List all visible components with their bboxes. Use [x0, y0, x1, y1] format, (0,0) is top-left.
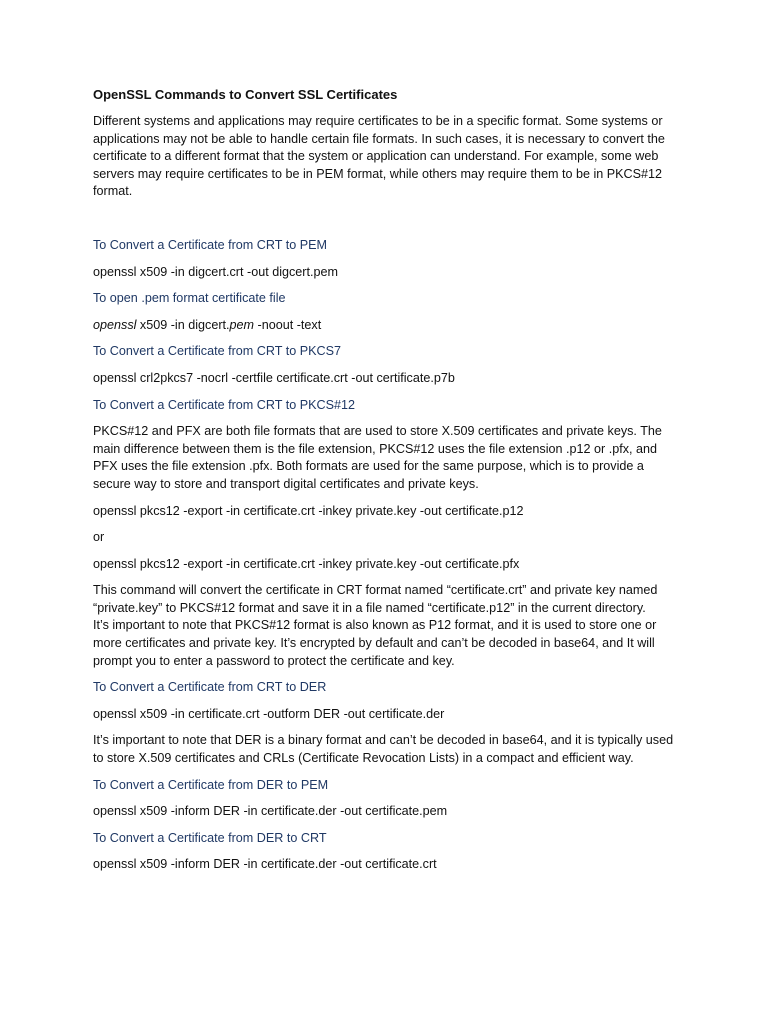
pkcs12-explanation: This command will convert the certificate in CRT format named “certificate.crt” and private key named “private.key” to PKCS#12 format and save it in a file named “certificate.p12” in the current directory.	[93, 583, 658, 615]
heading-crt-to-pem: To Convert a Certificate from CRT to PEM	[93, 237, 327, 252]
command-open-pem-part3: pem	[229, 317, 255, 332]
command-open-pem-part1: openssl	[93, 317, 137, 332]
command-open-pem	[93, 317, 674, 335]
command-open-pem-part2: x509 -in digcert.	[136, 317, 230, 332]
pkcs12-note: It’s important to note that PKCS#12 format is also known as P12 format, and it is used to store one or more certificates and private key. It’s encrypted by default and can’t be decoded in base64, and It will prompt you to enter a password to protect the certificate and key.	[93, 618, 657, 668]
heading-crt-to-pkcs12: To Convert a Certificate from CRT to PKCS#12	[93, 397, 356, 412]
heading-open-pem: To open .pem format certificate file	[93, 291, 286, 306]
command-der-to-pem: openssl x509 -inform DER -in certificate.der -out certificate.pem	[93, 804, 448, 819]
heading-crt-to-pkcs7: To Convert a Certificate from CRT to PKCS7	[93, 344, 342, 359]
command-crt-to-pfx: openssl pkcs12 -export -in certificate.crt -inkey private.key -out certificate.pfx	[93, 556, 520, 571]
command-crt-to-pem: openssl x509 -in digcert.crt -out digcert.pem	[93, 264, 338, 279]
intro-paragraph: Different systems and applications may require certificates to be in a specific format. Some systems or applications may not be able to handle certain file formats. In such cases, it is necessary to convert the certificate to a different format that the system or application can understand. For example, some web servers may require certificates to be in PEM format, while others may require them to be in PKCS#12 format.	[93, 114, 665, 199]
command-crt-to-der: openssl x509 -in certificate.crt -outform DER -out certificate.der	[93, 706, 445, 721]
der-note: It’s important to note that DER is a binary format and can’t be decoded in base64, and it is typically used to store X.509 certificates and CRLs (Certificate Revocation Lists) in a compact and efficient way.	[93, 733, 674, 766]
pkcs12-description: PKCS#12 and PFX are both file formats that are used to store X.509 certificates and private keys. The main difference between them is the file extension, PKCS#12 uses the file extension .p12 or .pfx, and PFX uses the file extension .pfx. Both formats are used for the same purpose, which is to provide a secure way to store and transport digital certificates and private keys.	[93, 424, 662, 491]
command-crt-to-pkcs7: openssl crl2pkcs7 -nocrl -certfile certificate.crt -out certificate.p7b	[93, 370, 455, 385]
document-title: OpenSSL Commands to Convert SSL Certificates	[93, 87, 398, 102]
command-open-pem-part4: -noout -text	[254, 317, 322, 332]
command-der-to-crt: openssl x509 -inform DER -in certificate.der -out certificate.crt	[93, 857, 437, 872]
heading-der-to-crt: To Convert a Certificate from DER to CRT	[93, 830, 327, 845]
heading-crt-to-der: To Convert a Certificate from CRT to DER	[93, 680, 327, 695]
or-separator: or	[93, 530, 105, 545]
heading-der-to-pem: To Convert a Certificate from DER to PEM	[93, 777, 329, 792]
command-crt-to-p12: openssl pkcs12 -export -in certificate.crt -inkey private.key -out certificate.p12	[93, 503, 524, 518]
